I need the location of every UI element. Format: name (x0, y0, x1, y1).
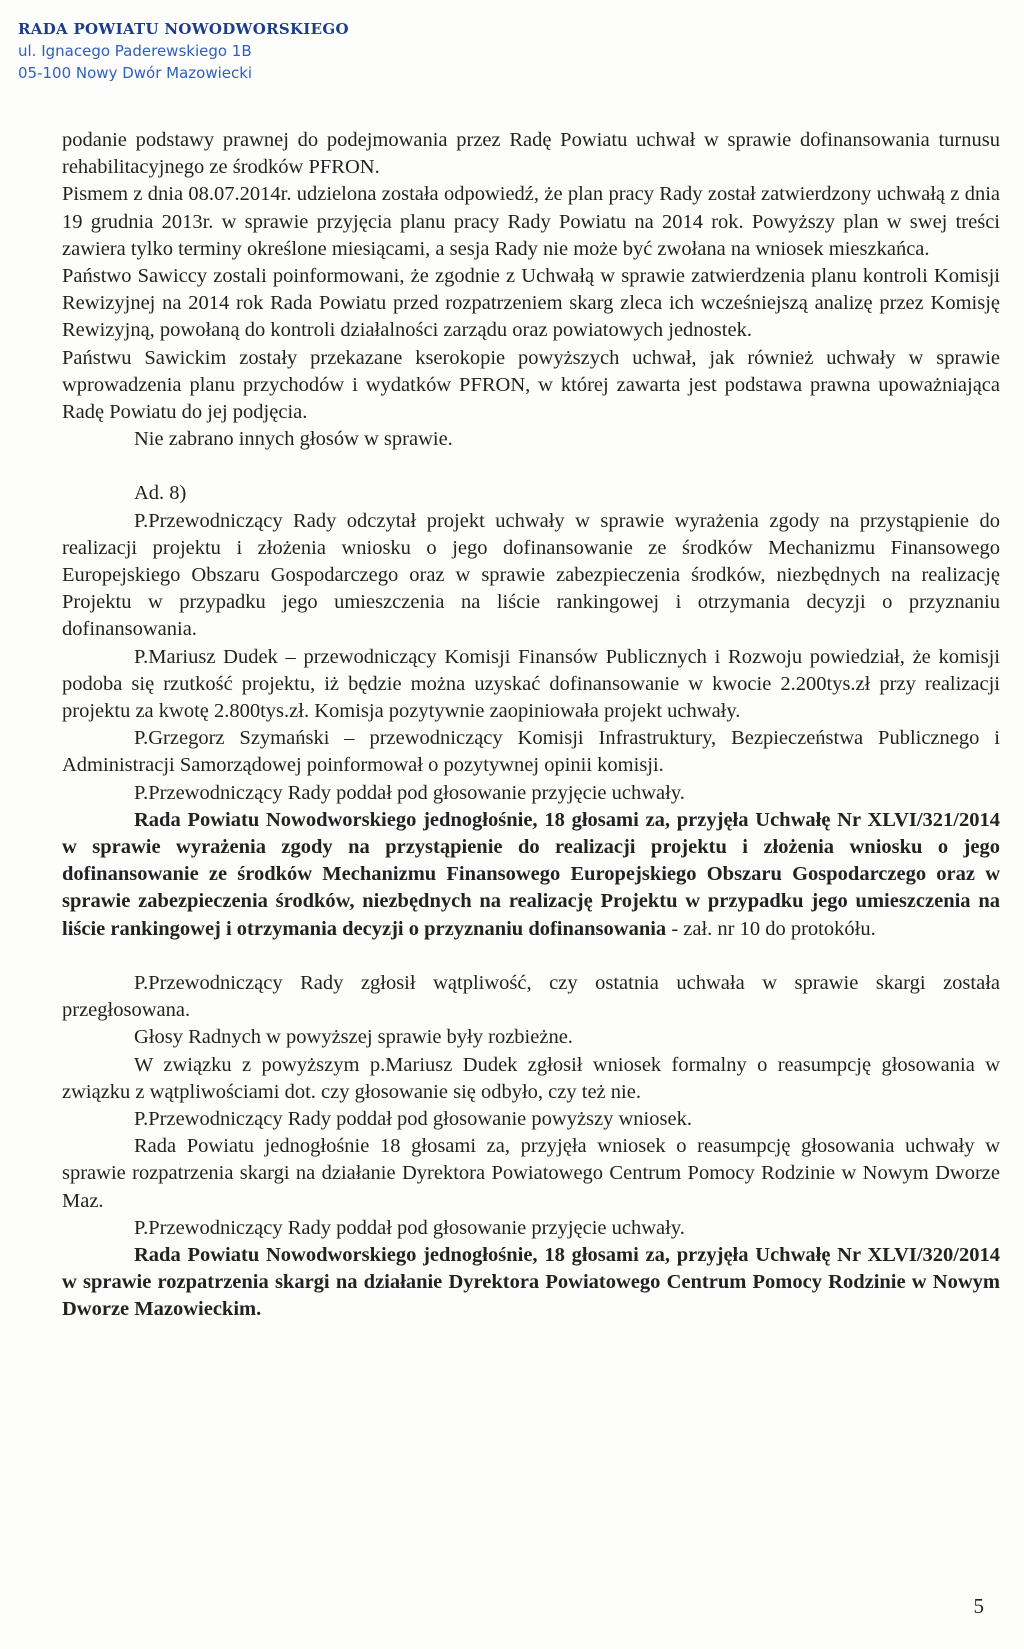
paragraph-3: Państwo Sawiccy zostali poinformowani, że zgodnie z Uchwałą w sprawie zatwierdzenia planu kontroli Komisji Rewizyjnej na 2014 rok Rada Powiatu przed rozpatrzeniem skarg zleca ich wcześniejszą analizę przez Komisję Rewizyjną, powołaną do kontroli działalności zarządu oraz powiatowych jednostek. (62, 265, 1000, 342)
resolution-320: Rada Powiatu Nowodworskiego jednogłośnie, 18 głosami za, przyjęła Uchwałę Nr XLVI/320/2014 w sprawie rozpatrzenia skargi na działanie Dyrektora Powiatowego Centrum Pomocy Rodzinie w Nowym Dworze Mazowieckim. (62, 1243, 1000, 1321)
paragraph-15: P.Przewodniczący Rady poddał pod głosowanie przyjęcie uchwały. (134, 1216, 685, 1239)
letterhead-city: 05-100 Nowy Dwór Mazowiecki (18, 64, 253, 82)
resolution-321-attachment: - zał. nr 10 do protokółu. (666, 917, 876, 940)
letterhead-org-name: RADA POWIATU NOWODWORSKIEGO (18, 20, 349, 38)
letterhead-street: ul. Ignacego Paderewskiego 1B (18, 42, 252, 60)
paragraph-2: Pismem z dnia 08.07.2014r. udzielona została odpowiedź, że plan pracy Rady został zatwierdzony uchwałą z dnia 19 grudnia 2013r. w sprawie przyjęcia planu pracy Rady Powiatu na 2014 rok. Powyższy plan w swej treści zawiera tylko terminy określone miesiącami, a sesja Rady nie może być zwołana na wniosek mieszkańca. (62, 183, 1000, 260)
paragraph-12: W związku z powyższym p.Mariusz Dudek zgłosił wniosek formalny o reasumpcję głosowania w związku z wątpliwościami dot. czy głosowanie się odbyło, czy też nie. (62, 1053, 1000, 1103)
paragraph-4: Państwu Sawickim zostały przekazane kserokopie powyższych uchwał, jak również uchwały w sprawie wprowadzenia planu przychodów i wydatków PFRON, w której zawarta jest podstawa prawna upoważniająca Radę Powiatu do jej podjęcia. (62, 346, 1000, 424)
paragraph-9: P.Przewodniczący Rady poddał pod głosowanie przyjęcie uchwały. (134, 781, 685, 804)
letterhead (18, 18, 418, 84)
document-body (62, 127, 1000, 1324)
paragraph-13: P.Przewodniczący Rady poddał pod głosowanie powyższy wniosek. (134, 1107, 692, 1130)
paragraph-5: Nie zabrano innych głosów w sprawie. (134, 428, 453, 451)
paragraph-8: P.Grzegorz Szymański – przewodniczący Komisji Infrastruktury, Bezpieczeństwa Publicznego i Administracji Samorządowej poinformował o pozytywnej opinii komisji. (62, 727, 1000, 777)
paragraph-1: podanie podstawy prawnej do podejmowania przez Radę Powiatu uchwał w sprawie dofinansowania turnusu rehabilitacyjnego ze środków PFRON. (62, 129, 1000, 179)
resolution-321 (62, 807, 1000, 943)
resolution-321-bold: Rada Powiatu Nowodworskiego jednogłośnie, 18 głosami za, przyjęła Uchwałę Nr XLVI/321/2014 w sprawie wyrażenia zgody na przystąpienie do realizacji projektu i złożenia wniosku o jego dofinansowanie ze środków Mechanizmu Finansowego Europejskiego Obszaru Gospodarczego oraz w sprawie zabezpieczenia środków, niezbędnych na realizację Projektu w przypadku jego umieszczenia na liście rankingowej i otrzymania decyzji o przyznaniu dofinansowania (62, 808, 1000, 940)
section-heading-ad-8: Ad. 8) (134, 482, 187, 505)
paragraph-6: P.Przewodniczący Rady odczytał projekt uchwały w sprawie wyrażenia zgody na przystąpienie do realizacji projektu i złożenia wniosku o jego dofinansowanie ze środków Mechanizmu Finansowego Europejskiego Obszaru Gospodarczego oraz w sprawie zabezpieczenia środków, niezbędnych na realizację Projektu w przypadku jego umieszczenia na liście rankingowej i otrzymania decyzji o przyznaniu dofinansowania. (62, 509, 1000, 641)
page-number: 5 (973, 1594, 984, 1618)
paragraph-14: Rada Powiatu jednogłośnie 18 głosami za, przyjęła wniosek o reasumpcję głosowania uchwały w sprawie rozpatrzenia skargi na działanie Dyrektora Powiatowego Centrum Pomocy Rodzinie w Nowym Dworze Maz. (62, 1135, 1000, 1212)
paragraph-11: Głosy Radnych w powyższej sprawie były rozbieżne. (134, 1026, 573, 1049)
paragraph-10: P.Przewodniczący Rady zgłosił wątpliwość, czy ostatnia uchwała w sprawie skargi została przegłosowana. (62, 971, 1000, 1022)
paragraph-7: P.Mariusz Dudek – przewodniczący Komisji Finansów Publicznych i Rozwoju powiedział, że komisji podoba się rzutkość projektu, iż będzie można uzyskać dofinansowanie w kwocie 2.200tys.zł przy realizacji projektu za kwotę 2.800tys.zł. Komisja pozytywnie zaopiniowała projekt uchwały. (62, 645, 1000, 723)
